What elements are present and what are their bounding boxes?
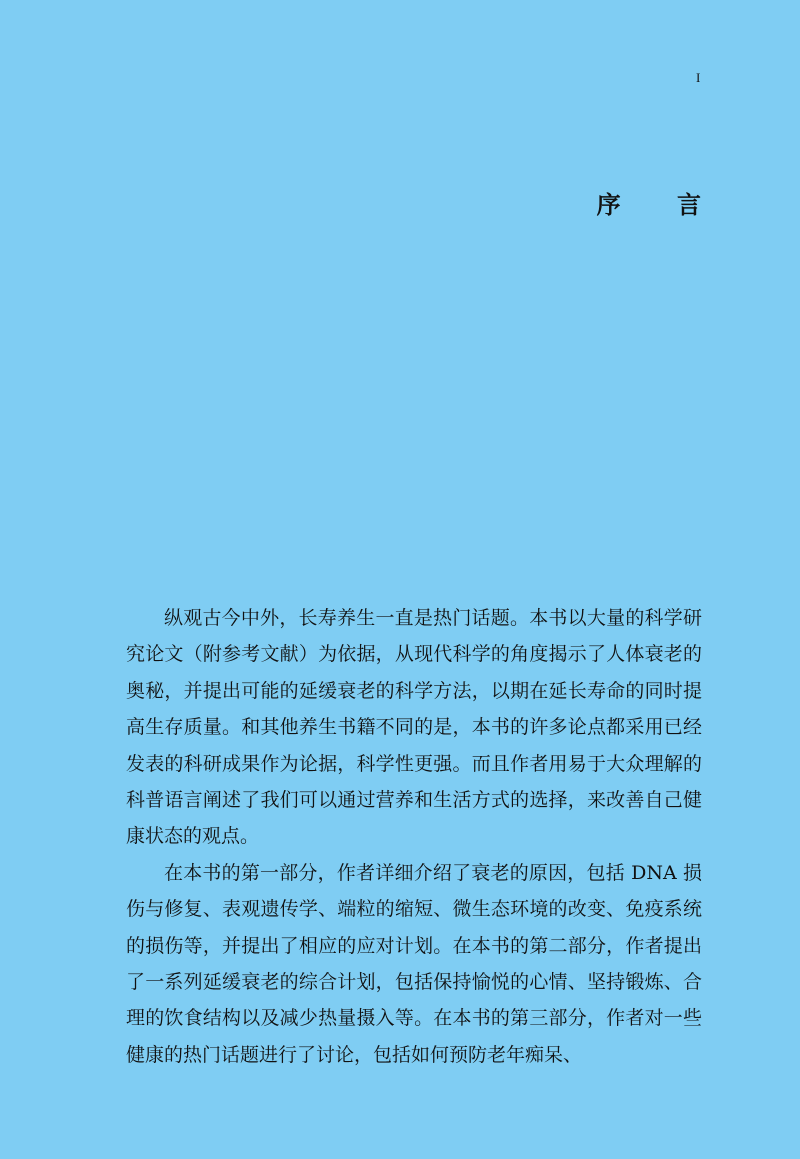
paragraph-2: 在本书的第一部分，作者详细介绍了衰老的原因，包括 DNA 损伤与修复、表观遗传学、端粒的缩短、微生态环境的改变、免疫系统的损伤等，并提出了相应的应对计划。在本书的第二部分，作者提出了一系列延缓衰老的综合计划，包括保持愉悦的心情、坚持锻炼、合理的饮食结构以及减少热量摄入等。在本书的第三部分，作者对一些健康的热门话题进行了讨论，包括如何预防老年痴呆、 [126,861,702,1066]
page-number: I [696,70,701,85]
body-text [126,600,702,1073]
paragraph-1: 纵观古今中外，长寿养生一直是热门话题。本书以大量的科学研究论文（附参考文献）为依据，从现代科学的角度揭示了人体衰老的奥秘，并提出可能的延缓衰老的科学方法，以期在延长寿命的同时提高生存质量。和其他养生书籍不同的是，本书的许多论点都采用已经发表的科研成果作为论据，科学性更强。而且作者用易于大众理解的科普语言阐述了我们可以通过营养和生活方式的选择，来改善自己健康状态的观点。 [126,607,702,848]
page-title: 序 言 [596,190,725,219]
